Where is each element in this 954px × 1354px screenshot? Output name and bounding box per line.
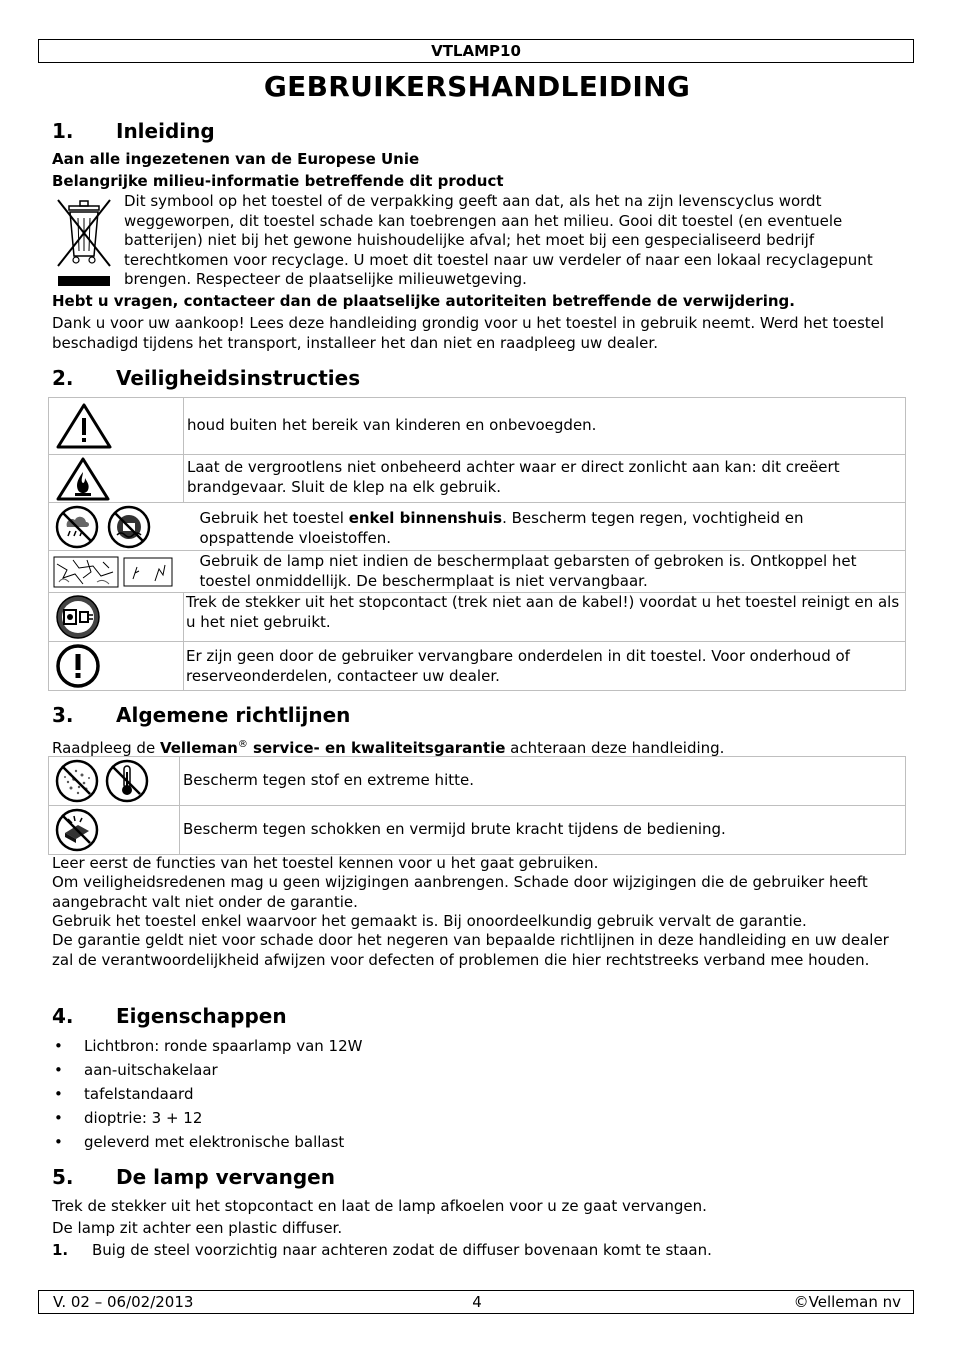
exclamation-icon xyxy=(55,643,101,689)
no-heat-icon xyxy=(104,758,150,804)
text-cell xyxy=(184,398,906,455)
section-number: 1. xyxy=(52,119,74,143)
section-title: Inleiding xyxy=(116,119,215,143)
section-number: 4. xyxy=(52,1004,74,1028)
lamp-paragraph: Trek de stekker uit het stopcontact en laat de lamp afkoelen voor u ze gaat vervangen. xyxy=(52,1197,707,1215)
icon-cell xyxy=(49,455,184,503)
intro-pre: Raadpleeg de xyxy=(52,739,160,757)
page-number: 4 xyxy=(472,1293,482,1311)
text-cell xyxy=(184,551,906,593)
feature-text: aan-uitschakelaar xyxy=(84,1061,218,1079)
safety-row xyxy=(49,551,906,593)
guideline-text: Bescherm tegen schokken en vermijd brute kracht tijdens de bediening. xyxy=(183,820,726,838)
bullet-icon: • xyxy=(54,1037,63,1055)
brand-name: Velleman xyxy=(159,739,238,757)
section-number: 3. xyxy=(52,703,74,727)
section-2-heading xyxy=(52,366,360,390)
safety-row xyxy=(49,503,906,551)
text-cell xyxy=(184,503,906,551)
no-shock-icon xyxy=(54,807,100,853)
icon-cell xyxy=(49,398,184,455)
unplug-icon xyxy=(55,594,101,640)
section-1-heading xyxy=(52,119,215,143)
guarantee-bold: service- en kwaliteitsgarantie xyxy=(247,739,506,757)
eu-line: Aan alle ingezetenen van de Europese Unie xyxy=(52,150,420,168)
list-item xyxy=(52,1082,362,1106)
safety-text: houd buiten het bereik van kinderen en onbevoegden. xyxy=(187,416,597,434)
footer xyxy=(38,1290,914,1314)
section-number: 5. xyxy=(52,1165,74,1189)
text-cell xyxy=(184,455,906,503)
bullet-icon: • xyxy=(54,1109,63,1127)
text-pre: Gebruik het toestel xyxy=(199,509,349,527)
document-title: GEBRUIKERSHANDLEIDING xyxy=(263,70,691,103)
model-label: VTLAMP10 xyxy=(431,42,521,60)
guidelines-table xyxy=(48,756,906,855)
registered-mark: ® xyxy=(237,739,248,750)
environment-line: Belangrijke milieu-informatie betreffende dit product xyxy=(52,172,504,190)
list-item xyxy=(52,1106,362,1130)
weee-paragraph: Dit symbool op het toestel of de verpakking geeft aan dat, als het na zijn levenscyclus wordt weggeworpen, dit toestel schade kan toebrengen aan het milieu. Gooi dit toestel (en eventuele batterijen) niet bij het gewone huishoudelijke afval; het moet bij een gespecialiseerd bedrijf terechtkomen voor recyclage. U moet dit toestel naar uw verdeler of naar een lokaal recyclagepunt brengen. Respecteer de plaatselijke milieuwetgeving. xyxy=(124,192,873,288)
guideline-paragraph: Leer eerst de functies van het toestel kennen voor u het gaat gebruiken. xyxy=(52,854,599,872)
guarantee-intro xyxy=(52,735,902,759)
icon-cell xyxy=(49,757,180,806)
section-5-heading xyxy=(52,1165,335,1189)
text-cell xyxy=(180,757,906,806)
no-rain-icon xyxy=(55,505,99,549)
guideline-paragraph: Gebruik het toestel enkel waarvoor het gemaakt is. Bij onoordeelkundig gebruik vervalt de garantie. xyxy=(52,912,807,930)
lamp-step xyxy=(52,1241,902,1261)
section-title: De lamp vervangen xyxy=(116,1165,335,1189)
icon-cell xyxy=(49,593,184,642)
step-text: Buig de steel voorzichtig naar achteren zodat de diffuser bovenaan komt te staan. xyxy=(92,1241,712,1259)
safety-row xyxy=(49,593,906,642)
icon-cell xyxy=(49,503,184,551)
section-number: 2. xyxy=(52,366,74,390)
text-cell xyxy=(184,642,906,691)
warning-triangle-icon xyxy=(55,402,113,450)
guideline-text: Bescherm tegen stof en extreme hitte. xyxy=(183,771,474,789)
feature-text: Lichtbron: ronde spaarlamp van 12W xyxy=(84,1037,363,1055)
icon-cell xyxy=(49,642,184,691)
no-dust-icon xyxy=(54,758,100,804)
section-3-heading xyxy=(52,703,350,727)
cracked-plate-icon xyxy=(123,557,173,587)
icon-cell xyxy=(49,806,180,855)
broken-glass-icon xyxy=(53,556,119,588)
safety-table xyxy=(48,397,906,691)
safety-row xyxy=(49,455,906,503)
section-4-heading xyxy=(52,1004,287,1028)
lamp-paragraph: De lamp zit achter een plastic diffuser. xyxy=(52,1219,343,1237)
list-item xyxy=(52,1058,362,1082)
step-number: 1. xyxy=(52,1241,69,1259)
guideline-row xyxy=(49,806,906,855)
safety-text: Gebruik de lamp niet indien de beschermplaat gebarsten of gebroken is. Ontkoppel het toestel onmiddellijk. De beschermplaat is niet vervangbaar. xyxy=(199,552,857,590)
bullet-icon: • xyxy=(54,1133,63,1151)
thanks-paragraph: Dank u voor uw aankoop! Lees deze handleiding grondig voor u het toestel in gebruik neemt. Werd het toestel beschadigd tijdens het transport, installeer het dan niet en raadpleeg uw dealer. xyxy=(52,314,885,352)
text-cell xyxy=(180,806,906,855)
no-water-splash-icon xyxy=(107,505,151,549)
icon-cell xyxy=(49,551,184,593)
disposal-questions: Hebt u vragen, contacteer dan de plaatselijke autoriteiten betreffende de verwijdering. xyxy=(52,292,795,310)
section-title: Algemene richtlijnen xyxy=(116,703,351,727)
intro-post: achteraan deze handleiding. xyxy=(505,739,725,757)
list-item xyxy=(52,1130,362,1154)
features-list xyxy=(52,1034,362,1154)
header-model-box xyxy=(38,39,914,63)
guideline-paragraph: De garantie geldt niet voor schade door het negeren van bepaalde richtlijnen in deze handleiding en uw dealer zal de verantwoordelijkheid afwijzen voor defecten of problemen die hier rechtstreeks verband mee houden. xyxy=(52,931,889,969)
section-title: Eigenschappen xyxy=(116,1004,287,1028)
safety-row xyxy=(49,398,906,455)
guideline-paragraph: Om veiligheidsredenen mag u geen wijzigingen aanbrengen. Schade door wijzigingen die de gebruiker heeft aangebracht valt niet onder de garantie. xyxy=(52,873,868,911)
text-cell xyxy=(184,593,906,642)
safety-text: Er zijn geen door de gebruiker vervangbare onderdelen in dit toestel. Voor onderhoud of reserveonderdelen, contacteer uw dealer. xyxy=(186,647,850,685)
section-title: Veiligheidsinstructies xyxy=(116,366,361,390)
feature-text: geleverd met elektronische ballast xyxy=(84,1133,345,1151)
safety-text xyxy=(200,509,902,548)
version-label: V. 02 – 06/02/2013 xyxy=(53,1293,194,1311)
safety-text: Trek de stekker uit het stopcontact (trek niet aan de kabel!) voordat u het toestel reinigt en als u het niet gebruikt. xyxy=(186,593,900,631)
bullet-icon: • xyxy=(54,1085,63,1103)
bullet-icon: • xyxy=(54,1061,63,1079)
list-item xyxy=(52,1034,362,1058)
crossed-bin-icon xyxy=(54,196,114,288)
feature-text: tafelstandaard xyxy=(84,1085,194,1103)
safety-text: Laat de vergrootlens niet onbeheerd achter waar er direct zonlicht aan kan: dit creëert brandgevaar. Sluit de klep na elk gebruik. xyxy=(187,458,840,496)
safety-row xyxy=(49,642,906,691)
text-post: . Bescherm tegen regen, vochtigheid en opspattende vloeistoffen. xyxy=(199,509,804,547)
fire-hazard-icon xyxy=(55,456,111,502)
text-bold: enkel binnenshuis xyxy=(348,509,503,527)
guideline-row xyxy=(49,757,906,806)
copyright-label: ©Velleman nv xyxy=(793,1293,901,1311)
feature-text: dioptrie: 3 + 12 xyxy=(84,1109,203,1127)
